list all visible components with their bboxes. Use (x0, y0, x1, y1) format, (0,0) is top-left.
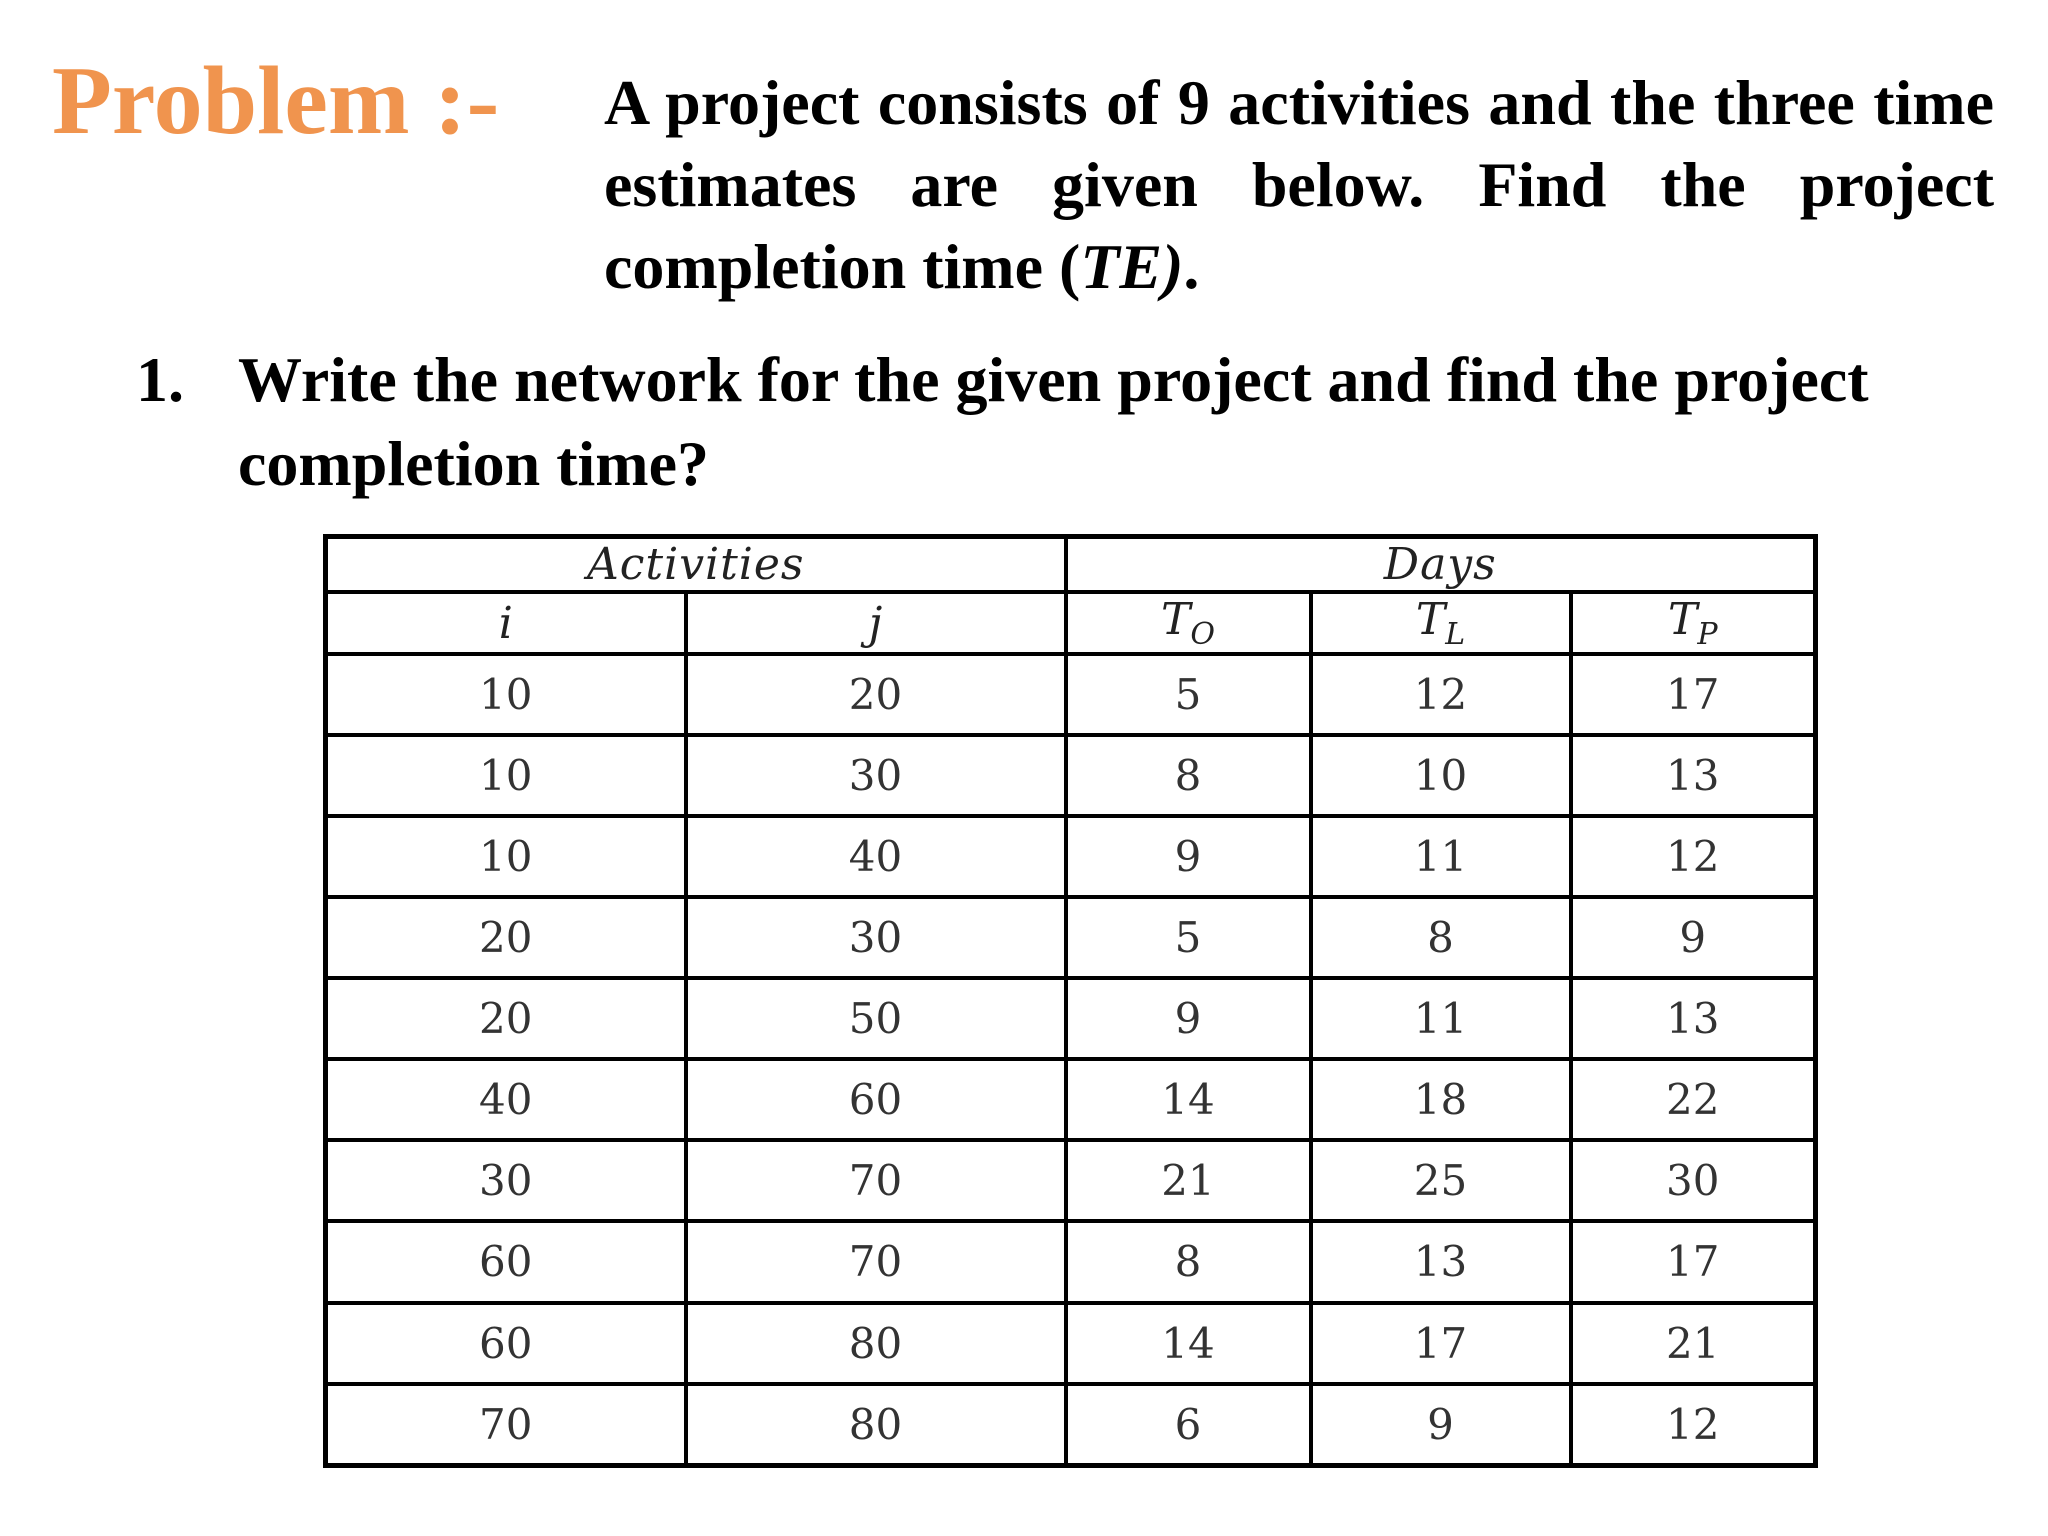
table-cell: 17 (1571, 1221, 1816, 1302)
column-header-to (1066, 592, 1311, 654)
table-cell: 11 (1311, 816, 1571, 897)
table-cell: 9 (1066, 978, 1311, 1059)
table-cell: 17 (1571, 654, 1816, 735)
table-cell: 80 (686, 1303, 1066, 1384)
problem-label: Problem :- (52, 47, 500, 155)
table-row (326, 1059, 1816, 1140)
table-cell: 30 (1571, 1140, 1816, 1221)
group-header-activities: Activities (326, 537, 1066, 593)
table-cell: 13 (1311, 1221, 1571, 1302)
task-item (136, 338, 1936, 506)
table-row (326, 1221, 1816, 1302)
table-cell: 8 (1066, 735, 1311, 816)
column-header-subscript: P (1697, 617, 1718, 652)
table-cell: 30 (686, 735, 1066, 816)
problem-statement-end: . (1183, 231, 1200, 302)
table-cell: 9 (1311, 1384, 1571, 1466)
table-cell: 17 (1311, 1303, 1571, 1384)
problem-statement-term: TE) (1080, 231, 1184, 302)
table-cell: 20 (326, 978, 686, 1059)
time-estimates-table (323, 534, 1818, 1468)
table-cell: 22 (1571, 1059, 1816, 1140)
table-cell: 6 (1066, 1384, 1311, 1466)
table-cell: 5 (1066, 897, 1311, 978)
column-header-i (326, 592, 686, 654)
task-text: Write the network for the given project and find the project completion time? (238, 344, 1869, 499)
table-cell: 13 (1571, 978, 1816, 1059)
table-cell: 60 (326, 1303, 686, 1384)
column-header-subscript: L (1445, 617, 1466, 652)
table-cell: 20 (326, 897, 686, 978)
column-header-symbol: T (1668, 594, 1698, 645)
table-row (326, 816, 1816, 897)
table-row (326, 1140, 1816, 1221)
table-row (326, 735, 1816, 816)
table-cell: 12 (1311, 654, 1571, 735)
table-cell: 9 (1571, 897, 1816, 978)
table-cell: 10 (326, 816, 686, 897)
column-header-subscript: O (1190, 617, 1215, 652)
table-cell: 11 (1311, 978, 1571, 1059)
table-cell: 9 (1066, 816, 1311, 897)
table-cell: 40 (326, 1059, 686, 1140)
table-cell: 21 (1571, 1303, 1816, 1384)
problem-statement-text: A project consists of 9 activities and the three time estimates are given below. Find the project completion time ( (604, 67, 1994, 302)
task-number: 1. (136, 344, 184, 415)
table-cell: 80 (686, 1384, 1066, 1466)
table-cell: 25 (1311, 1140, 1571, 1221)
table-cell: 60 (326, 1221, 686, 1302)
table-cell: 14 (1066, 1303, 1311, 1384)
table-cell: 20 (686, 654, 1066, 735)
column-header-symbol: T (1415, 594, 1446, 645)
column-header-j (686, 592, 1066, 654)
problem-statement (604, 62, 1994, 308)
table-row (326, 978, 1816, 1059)
table-cell: 5 (1066, 654, 1311, 735)
group-header-days: Days (1066, 537, 1816, 593)
table-cell: 50 (686, 978, 1066, 1059)
column-header-tp (1571, 592, 1816, 654)
table-cell: 70 (686, 1221, 1066, 1302)
table-cell: 10 (326, 654, 686, 735)
column-header-row (326, 592, 1816, 654)
table-cell: 21 (1066, 1140, 1311, 1221)
table-row (326, 897, 1816, 978)
table-cell: 14 (1066, 1059, 1311, 1140)
table-cell: 18 (1311, 1059, 1571, 1140)
table-cell: 8 (1066, 1221, 1311, 1302)
table-row (326, 654, 1816, 735)
table-cell: 10 (1311, 735, 1571, 816)
table-row (326, 1303, 1816, 1384)
table-body (326, 654, 1816, 1466)
group-header-row (326, 537, 1816, 593)
table-cell: 12 (1571, 816, 1816, 897)
table-cell: 13 (1571, 735, 1816, 816)
table-cell: 70 (686, 1140, 1066, 1221)
table-cell: 30 (686, 897, 1066, 978)
table-cell: 30 (326, 1140, 686, 1221)
table-cell: 60 (686, 1059, 1066, 1140)
table-cell: 8 (1311, 897, 1571, 978)
column-header-symbol: i (498, 597, 513, 649)
table-cell: 40 (686, 816, 1066, 897)
column-header-tl (1311, 592, 1571, 654)
column-header-symbol: T (1161, 594, 1191, 645)
table-cell: 12 (1571, 1384, 1816, 1466)
table-cell: 10 (326, 735, 686, 816)
column-header-symbol: j (868, 597, 883, 649)
table-row (326, 1384, 1816, 1466)
table-cell: 70 (326, 1384, 686, 1466)
